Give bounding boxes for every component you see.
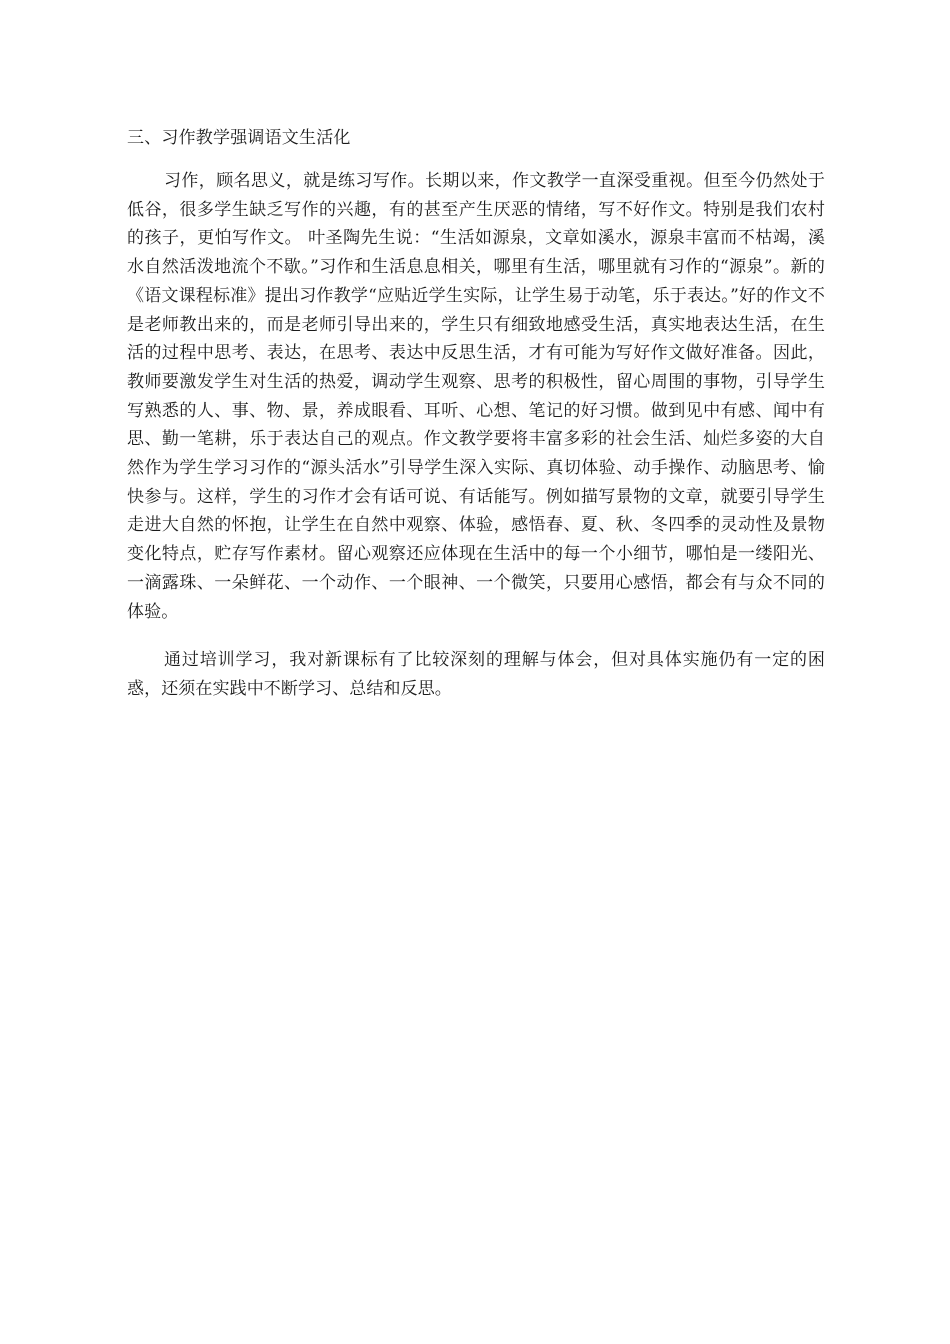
body-paragraph-writing: 习作，顾名思义，就是练习写作。长期以来，作文教学一直深受重视。但至今仍然处于低谷，很多学生缺乏写作的兴趣，有的甚至产生厌恶的情绪，写不好作文。特别是我们农村的孩子，更怕写作文。 叶圣陶先生说：“生活如源泉，文章如溪水，源泉丰富而不枯竭，溪水自然活泼地流个不歇。”习作和生活息息相关，哪里有生活，哪里就有习作的“源泉”。新的《语文课程标准》提出习作教学“应贴近学生实际，让学生易于动笔，乐于表达。”好的作文不是老师教出来的，而是老师引导出来的，学生只有细致地感受生活，真实地表达生活，在生活的过程中思考、表达，在思考、表达中反思生活，才有可能为写好作文做好准备。因此，教师要激发学生对生活的热爱，调动学生观察、思考的积极性，留心周围的事物，引导学生写熟悉的人、事、物、景，养成眼看、耳听、心想、笔记的好习惯。做到见中有感、闻中有思、勤一笔耕，乐于表达自己的观点。作文教学要将丰富多彩的社会生活、灿烂多姿的大自然作为学生学习习作的“源头活水”引导学生深入实际、真切体验、动手操作、动脑思考、愉快参与。这样，学生的习作才会有话可说、有话能写。例如描写景物的文章，就要引导学生走进大自然的怀抱，让学生在自然中观察、体验，感悟春、夏、秋、冬四季的灵动性及景物变化特点，贮存写作素材。留心观察还应体现在生活中的每一个小细节，哪怕是一缕阳光、一滴露珠、一朵鲜花、一个动作、一个眼神、一个微笑，只要用心感悟，都会有与众不同的体验。 (127, 171, 825, 622)
document-page (127, 124, 825, 724)
body-paragraph-conclusion: 通过培训学习，我对新课标有了比较深刻的理解与体会，但对具体实施仍有一定的困惑，还须在实践中不断学习、总结和反思。 (127, 650, 825, 699)
section-heading: 三、习作教学强调语文生活化 (127, 128, 351, 148)
